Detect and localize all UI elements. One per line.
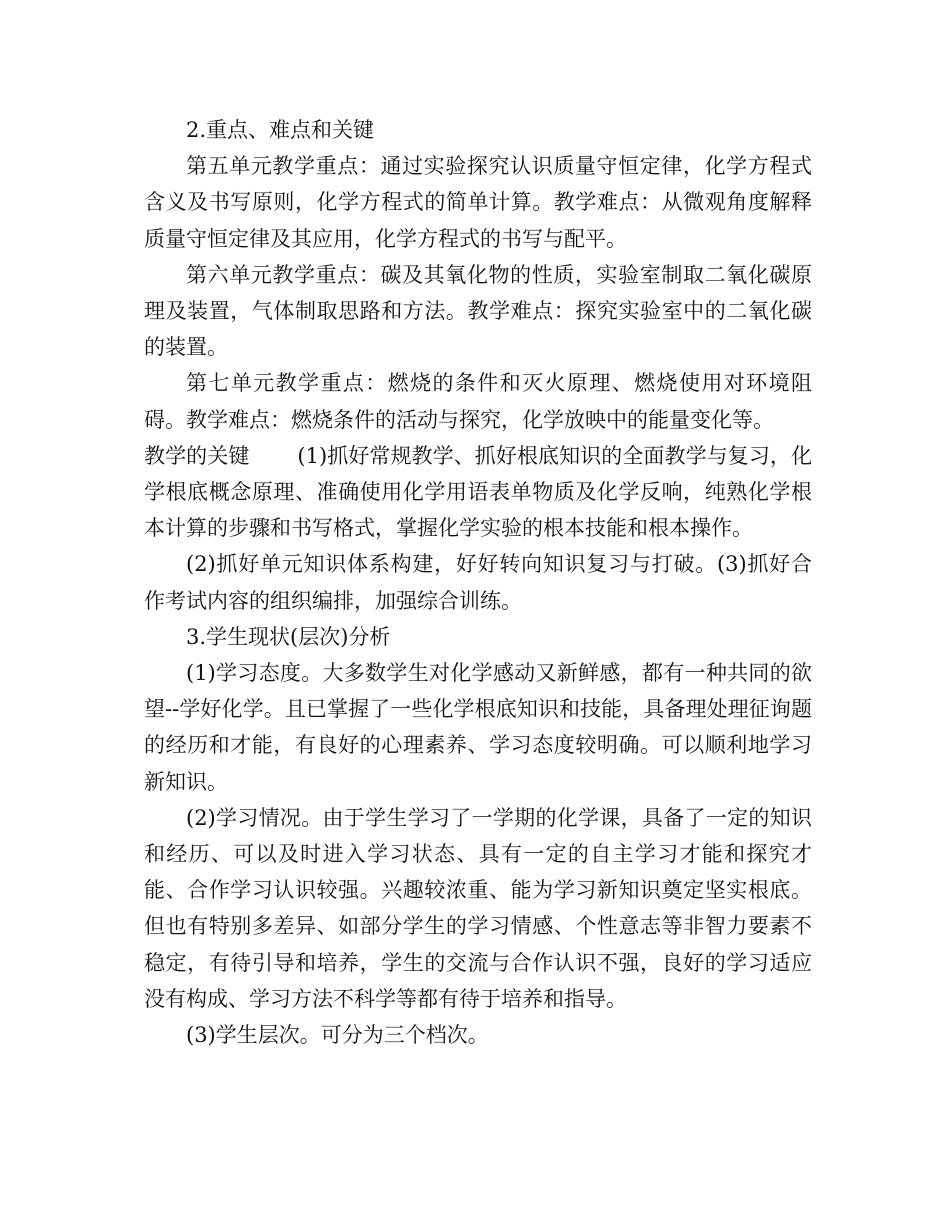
teaching-key-item-1: (1)抓好常规教学、抓好根底知识的全面教学与复习，化学根底概念原理、准确使用化学用语表单物质及化学反响，纯熟化学根本计算的步骤和书写格式，掌握化学实验的根本技能和根本操作。	[144, 443, 812, 541]
document-page	[144, 112, 812, 1053]
teaching-key-items-2-3: (2)抓好单元知识体系构建，好好转向知识复习与打破。(3)抓好合作考试内容的组织编排，加强综合训练。	[144, 552, 812, 613]
section-2-heading: 2.重点、难点和关键	[186, 118, 375, 142]
teaching-key-paragraph	[144, 438, 812, 547]
section-3-heading: 3.学生现状(层次)分析	[186, 624, 391, 649]
student-level-paragraph: (3)学生层次。可分为三个档次。	[186, 1023, 489, 1048]
student-situation-paragraph: (2)学习情况。由于学生学习了一学期的化学课，具备了一定的知识和经历、可以及时进入学习状态、具有一定的自主学习才能和探究才能、合作学习认识较强。兴趣较浓重、能为学习新知识奠定坚实根底。但也有特别多差异、如部分学生的学习情感、个性意志等非智力要素不稳定，有待引导和培养，学生的交流与合作认识不强，良好的学习适应没有构成、学习方法不科学等都有待于培养和指导。	[144, 805, 812, 1011]
unit-7-paragraph: 第七单元教学重点：燃烧的条件和灭火原理、燃烧使用对环境阻碍。教学难点：燃烧条件的活动与探究，化学放映中的能量变化等。	[144, 371, 812, 432]
teaching-key-label: 教学的关键	[144, 443, 250, 468]
unit-6-paragraph: 第六单元教学重点：碳及其氧化物的性质，实验室制取二氧化碳原理及装置，气体制取思路和方法。教学难点：探究实验室中的二氧化碳的装置。	[144, 262, 812, 360]
unit-5-paragraph: 第五单元教学重点：通过实验探究认识质量守恒定律，化学方程式含义及书写原则，化学方程式的简单计算。教学难点：从微观角度解释质量守恒定律及其应用，化学方程式的书写与配平。	[144, 154, 812, 251]
student-attitude-paragraph: (1)学习态度。大多数学生对化学感动又新鲜感，都有一种共同的欲望--学好化学。且已掌握了一些化学根底知识和技能，具备理处理征询题的经历和才能，有良好的心理素养、学习态度较明确。可以顺利地学习新知识。	[144, 661, 812, 794]
